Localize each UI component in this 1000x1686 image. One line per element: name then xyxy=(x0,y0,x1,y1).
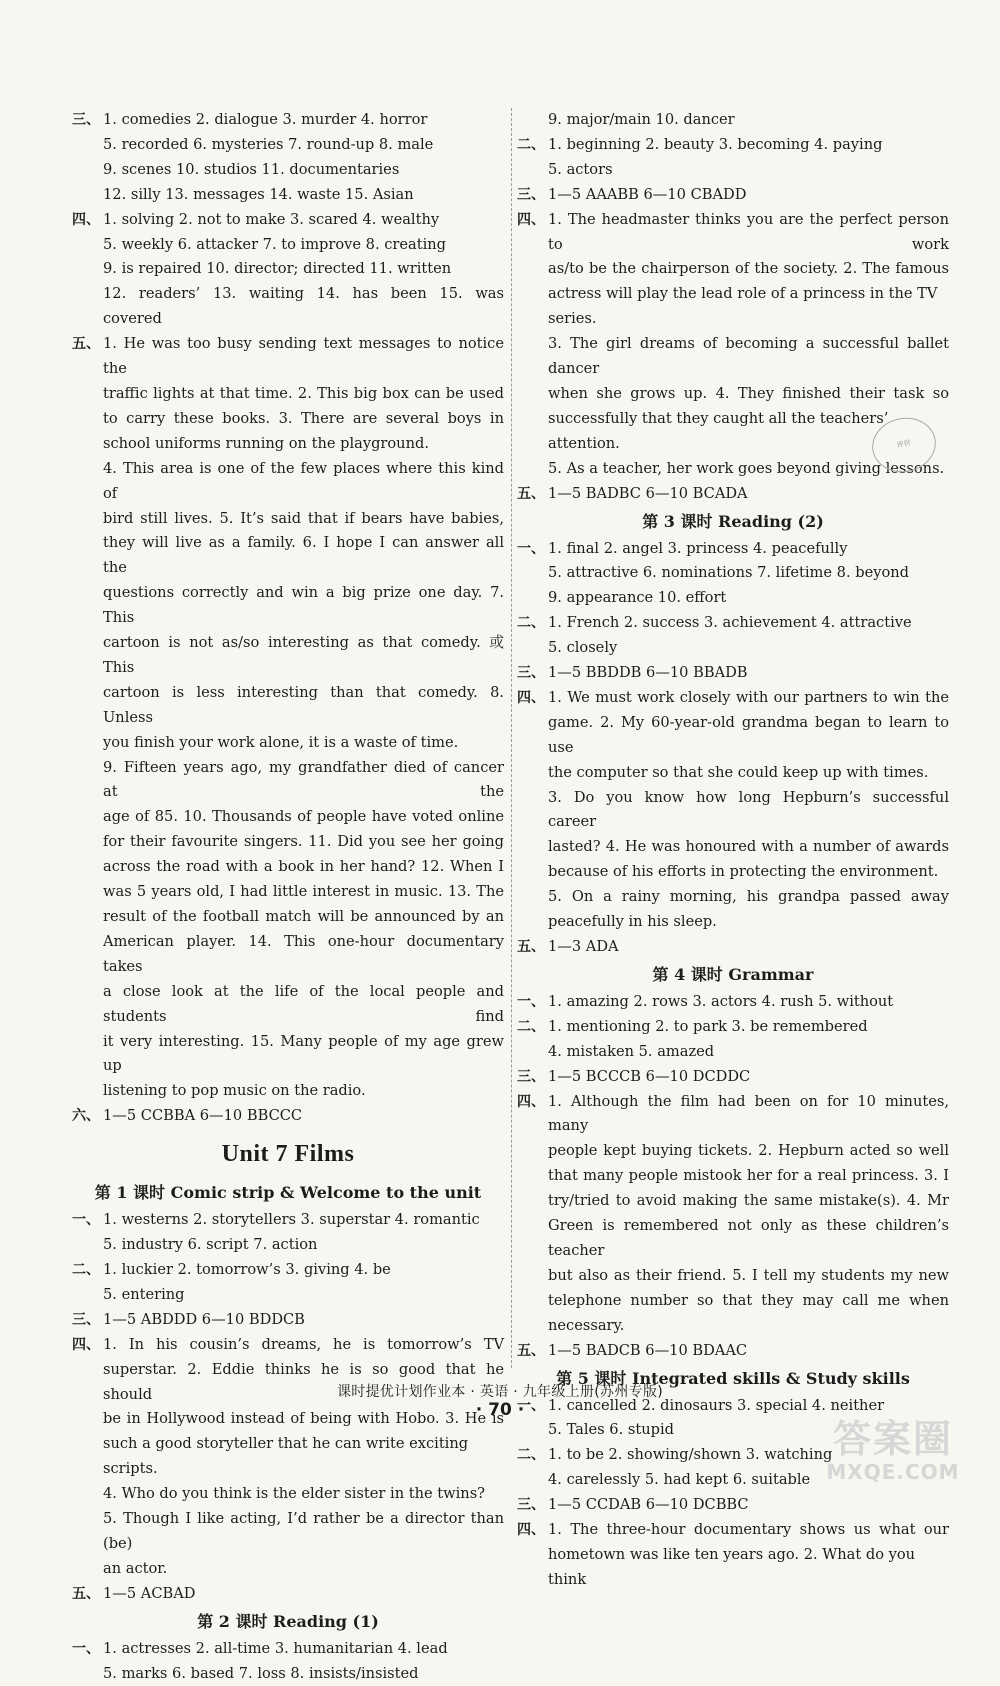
answer-line: 1. beginning 2. beauty 3. becoming 4. paying xyxy=(548,135,883,153)
answer-line: result of the football match will be announced by an xyxy=(103,908,504,925)
answer-line: 4. carelessly 5. had kept 6. suitable xyxy=(548,1471,811,1489)
lesson1-section-si xyxy=(72,1333,504,1582)
right-column xyxy=(517,108,949,1593)
answer-line: bird still lives. 5. It’s said that if bears have babies, xyxy=(103,509,504,527)
site-watermark xyxy=(808,1418,978,1488)
answer-line: 5. Tales 6. stupid xyxy=(548,1421,674,1439)
answer-line: 5. recorded 6. mysteries 7. round-up 8. male xyxy=(103,135,434,153)
section-number: 一、 xyxy=(72,1212,100,1229)
answer-line: 9. Fifteen years ago, my grandfather died of cancer at the xyxy=(103,758,504,801)
answer-line: 5. weekly 6. attacker 7. to improve 8. creating xyxy=(103,235,446,253)
answer-line: 1—3 ADA xyxy=(548,938,619,955)
answer-line: 4. Who do you think is the elder sister in the twins? xyxy=(103,1485,486,1503)
answer-line: across the road with a book in her hand? 12. When I xyxy=(103,858,504,876)
watermark-line1: 答案圈 xyxy=(832,1417,953,1461)
section-number: 四、 xyxy=(517,1093,545,1110)
lesson-4-heading: 第 4 课时 Grammar xyxy=(652,964,814,984)
answer-line: 5. On a rainy morning, his grandpa passed away xyxy=(548,888,949,906)
lesson4-section-si xyxy=(517,1090,949,1339)
section-number: 五、 xyxy=(517,1342,545,1359)
answer-line: such a good storyteller that he can write exciting scripts. xyxy=(103,1435,469,1478)
section-number: 一、 xyxy=(517,540,545,557)
answer-line: 1—5 AAABB 6—10 CBADD xyxy=(548,185,747,203)
answer-line: 1. The three-hour documentary shows us what our xyxy=(548,1521,949,1539)
answer-line: an actor. xyxy=(103,1559,168,1577)
answer-line: 1. westerns 2. storytellers 3. superstar 4. romantic xyxy=(103,1211,480,1229)
footer-page-number: · 70 · xyxy=(475,1400,525,1420)
lesson3-section-yi xyxy=(517,537,949,612)
answer-line: 1. Although the film had been on for 10 minutes, many xyxy=(548,1092,949,1135)
answer-line: hometown was like ten years ago. 2. What do you think xyxy=(548,1545,916,1588)
answer-line: 9. appearance 10. effort xyxy=(548,589,727,607)
section-number: 一、 xyxy=(72,1640,100,1657)
footer-book-title: 课时提优计划作业本 · 英语 · 九年级上册(苏州专版) xyxy=(336,1384,664,1400)
section-number: 三、 xyxy=(517,1068,545,1085)
answer-line: 12. readers’ 13. waiting 14. has been 15. was xyxy=(103,285,504,303)
answer-line: 1—5 BBDDB 6—10 BBADB xyxy=(548,664,748,682)
answer-line: it very interesting. 15. Many people of my age grew up xyxy=(103,1032,504,1075)
answer-line: cartoon is less interesting than that comedy. 8. Unless xyxy=(103,683,504,726)
section-number: 三、 xyxy=(517,665,545,682)
section-number: 四、 xyxy=(517,1522,545,1539)
answer-line: was 5 years old, I had little interest in music. 13. The xyxy=(103,883,504,901)
lesson-3-heading: 第 3 课时 Reading (2) xyxy=(642,511,824,531)
answer-line: peacefully in his sleep. xyxy=(548,913,717,931)
answer-line: 1. The headmaster thinks you are the perfect person to work xyxy=(548,210,949,253)
section-number: 二、 xyxy=(517,615,545,632)
answer-line: they will live as a family. 6. I hope I can answer all the xyxy=(103,534,504,577)
section-number: 二、 xyxy=(517,1018,545,1035)
section-number: 五、 xyxy=(72,336,100,353)
answer-line: 1. solving 2. not to make 3. scared 4. wealthy xyxy=(103,210,440,228)
answer-line: as/to be the chairperson of the society. 2. The famous xyxy=(548,260,949,278)
answer-line: a close look at the life of the local people and students find xyxy=(103,982,504,1025)
answer-line: age of 85. 10. Thousands of people have voted online xyxy=(103,808,504,826)
lesson2-section-wu xyxy=(517,482,949,507)
lesson1-section-wu xyxy=(72,1582,504,1607)
lesson3-section-san xyxy=(517,661,949,686)
answer-line: superstar. 2. Eddie thinks he is so good that he should xyxy=(103,1360,504,1403)
answer-line: 5. attractive 6. nominations 7. lifetime 8. beyond xyxy=(548,564,909,582)
lesson5-section-si xyxy=(517,1518,949,1593)
answer-line: 1. final 2. angel 3. princess 4. peacefully xyxy=(548,539,848,557)
lesson3-section-er xyxy=(517,611,949,661)
answer-line: lasted? 4. He was honoured with a number of awards xyxy=(548,838,949,856)
section-number: 一、 xyxy=(517,1397,545,1414)
answer-line: 9. scenes 10. studios 11. documentaries xyxy=(103,160,400,178)
lesson4-section-yi xyxy=(517,990,949,1015)
section-number: 三、 xyxy=(517,186,545,203)
answer-line: cartoon is not as/so interesting as that comedy. 或 This xyxy=(103,634,504,676)
answer-line: for their favourite singers. 11. Did you see her going xyxy=(103,833,504,851)
answer-line: 1—5 CCBBA 6—10 BBCCC xyxy=(103,1107,303,1125)
watermark-line2: MXQE.COM xyxy=(826,1460,960,1484)
section-number: 三、 xyxy=(72,1311,100,1328)
answer-line: try/tried to avoid making the same mistake(s). 4. Mr xyxy=(548,1192,949,1210)
section-number: 二、 xyxy=(517,136,545,153)
unit-title: Unit 7 Films xyxy=(221,1141,355,1168)
section-number: 四、 xyxy=(517,689,545,706)
section-number: 四、 xyxy=(72,1336,100,1353)
answer-line: 5. marks 6. based 7. loss 8. insists/insisted xyxy=(103,1664,419,1682)
section-number: 四、 xyxy=(72,211,100,228)
answer-line: 1. luckier 2. tomorrow’s 3. giving 4. be xyxy=(103,1260,391,1278)
section-wu xyxy=(72,332,504,1104)
review-stamp: 评价 xyxy=(867,412,941,478)
answer-line: you finish your work alone, it is a waste of time. xyxy=(103,733,459,751)
answer-line: actress will play the lead role of a princess in the TV series. xyxy=(548,285,938,328)
lesson2-section-san xyxy=(517,183,949,208)
answer-line: be in Hollywood instead of being with Hobo. 3. He is xyxy=(103,1410,504,1428)
lesson-1-heading: 第 1 课时 Comic strip & Welcome to the unit xyxy=(94,1183,482,1203)
answer-line: 1—5 ACBAD xyxy=(103,1584,196,1602)
answer-line: 1. comedies 2. dialogue 3. murder 4. horror xyxy=(103,111,428,128)
answer-line: 3. The girl dreams of becoming a successful ballet dancer xyxy=(548,335,949,378)
section-number: 五、 xyxy=(72,1585,100,1602)
lesson4-section-wu xyxy=(517,1339,949,1364)
section-number: 六、 xyxy=(72,1108,100,1125)
column-divider xyxy=(511,108,512,1368)
answer-line: 1. mentioning 2. to park 3. be remembered xyxy=(548,1017,868,1035)
answer-line: 1—5 ABDDD 6—10 BDDCB xyxy=(103,1310,305,1328)
answer-line: 1. In his cousin’s dreams, he is tomorrow’s TV xyxy=(103,1335,504,1353)
answer-line: people kept buying tickets. 2. Hepburn acted so well xyxy=(548,1142,949,1160)
answer-line: to carry these books. 3. There are several boys in xyxy=(103,409,504,427)
section-number: 五、 xyxy=(517,939,545,955)
answer-line: successfully that they caught all the teachers’ attention. xyxy=(548,409,889,452)
answer-line: school uniforms running on the playground. xyxy=(103,434,429,452)
answer-line: 5. entering xyxy=(103,1285,185,1303)
answer-line: the computer so that she could keep up with times. xyxy=(548,763,929,781)
lesson2-section-yi-continued xyxy=(517,108,949,133)
answer-line: 5. As a teacher, her work goes beyond giving lessons. xyxy=(548,459,945,477)
answer-line: Green is remembered not only as these children’s teacher xyxy=(548,1217,949,1259)
answer-line: 1. amazing 2. rows 3. actors 4. rush 5. without xyxy=(548,992,894,1010)
answer-line: 12. silly 13. messages 14. waste 15. Asian xyxy=(103,185,414,203)
answer-line: 1. We must work closely with our partners to win the xyxy=(548,688,949,706)
left-column xyxy=(72,108,504,1686)
answer-line: 1. French 2. success 3. achievement 4. attractive xyxy=(548,614,912,632)
section-number: 二、 xyxy=(517,1447,545,1464)
answer-line: questions correctly and win a big prize one day. 7. This xyxy=(103,584,504,627)
lesson2-section-er xyxy=(517,133,949,183)
lesson1-section-san xyxy=(72,1308,504,1333)
section-liu xyxy=(72,1104,504,1129)
section-number: 三、 xyxy=(517,1497,545,1514)
answer-line: 1. cancelled 2. dinosaurs 3. special 4. neither xyxy=(548,1396,885,1414)
lesson4-section-er xyxy=(517,1015,949,1065)
lesson1-section-yi xyxy=(72,1208,504,1258)
answer-line: 4. mistaken 5. amazed xyxy=(548,1042,715,1060)
lesson5-section-san xyxy=(517,1493,949,1518)
lesson4-section-san xyxy=(517,1065,949,1090)
answer-line: 9. is repaired 10. director; directed 11. written xyxy=(103,260,452,278)
answer-line: telephone number so that they may call me when xyxy=(548,1291,949,1309)
section-number: 四、 xyxy=(517,211,545,228)
answer-line: 1. to be 2. showing/shown 3. watching xyxy=(548,1446,833,1464)
section-number: 五、 xyxy=(517,485,545,502)
answer-line: game. 2. My 60-year-old grandma began to learn to use xyxy=(548,713,949,756)
answer-line: 5. actors xyxy=(548,160,613,178)
answer-line: 5. closely xyxy=(548,639,618,657)
section-number: 三、 xyxy=(72,112,100,128)
answer-line: listening to pop music on the radio. xyxy=(103,1082,366,1100)
answer-line: 3. Do you know how long Hepburn’s successful career xyxy=(548,788,949,831)
answer-line: 1—5 BCCCB 6—10 DCDDC xyxy=(548,1067,751,1085)
answer-line: because of his efforts in protecting the environment. xyxy=(548,863,939,881)
lesson3-section-si xyxy=(517,686,949,935)
answer-line: but also as their friend. 5. I tell my students my new xyxy=(548,1266,949,1284)
lesson1-section-er xyxy=(72,1258,504,1308)
answer-line: 1—5 BADCB 6—10 BDAAC xyxy=(548,1341,748,1359)
lesson-5-heading: 第 5 课时 Integrated skills & Study skills xyxy=(556,1368,910,1388)
section-si xyxy=(72,208,504,333)
answer-line: 1. actresses 2. all-time 3. humanitarian 4. lead xyxy=(103,1639,448,1657)
answer-line: American player. 14. This one-hour documentary takes xyxy=(103,932,504,975)
answer-line: 5. industry 6. script 7. action xyxy=(103,1236,318,1254)
answer-line: necessary. xyxy=(548,1316,625,1334)
section-number: 二、 xyxy=(72,1261,100,1278)
answer-line: 4. This area is one of the few places where this kind of xyxy=(103,459,504,502)
lesson-2-heading: 第 2 课时 Reading (1) xyxy=(197,1611,379,1631)
answer-line: when she grows up. 4. They finished their task so xyxy=(548,384,949,402)
answer-line: traffic lights at that time. 2. This big box can be used xyxy=(103,384,504,402)
lesson2-section-yi xyxy=(72,1637,504,1686)
lesson3-section-wu xyxy=(517,935,949,960)
answer-line: that many people mistook her for a real princess. 3. I xyxy=(548,1167,949,1185)
answer-line: 9. major/main 10. dancer xyxy=(548,111,735,128)
section-number: 一、 xyxy=(517,993,545,1010)
answer-line: 1. He was too busy sending text messages to notice the xyxy=(103,335,504,378)
answer-line: covered xyxy=(103,310,162,328)
answer-line: 5. Though I like acting, I’d rather be a director than (be) xyxy=(103,1510,504,1552)
answer-line: 1—5 BADBC 6—10 BCADA xyxy=(548,484,748,502)
answer-line: 1—5 CCDAB 6—10 DCBBC xyxy=(548,1496,749,1514)
section-san xyxy=(72,108,504,208)
